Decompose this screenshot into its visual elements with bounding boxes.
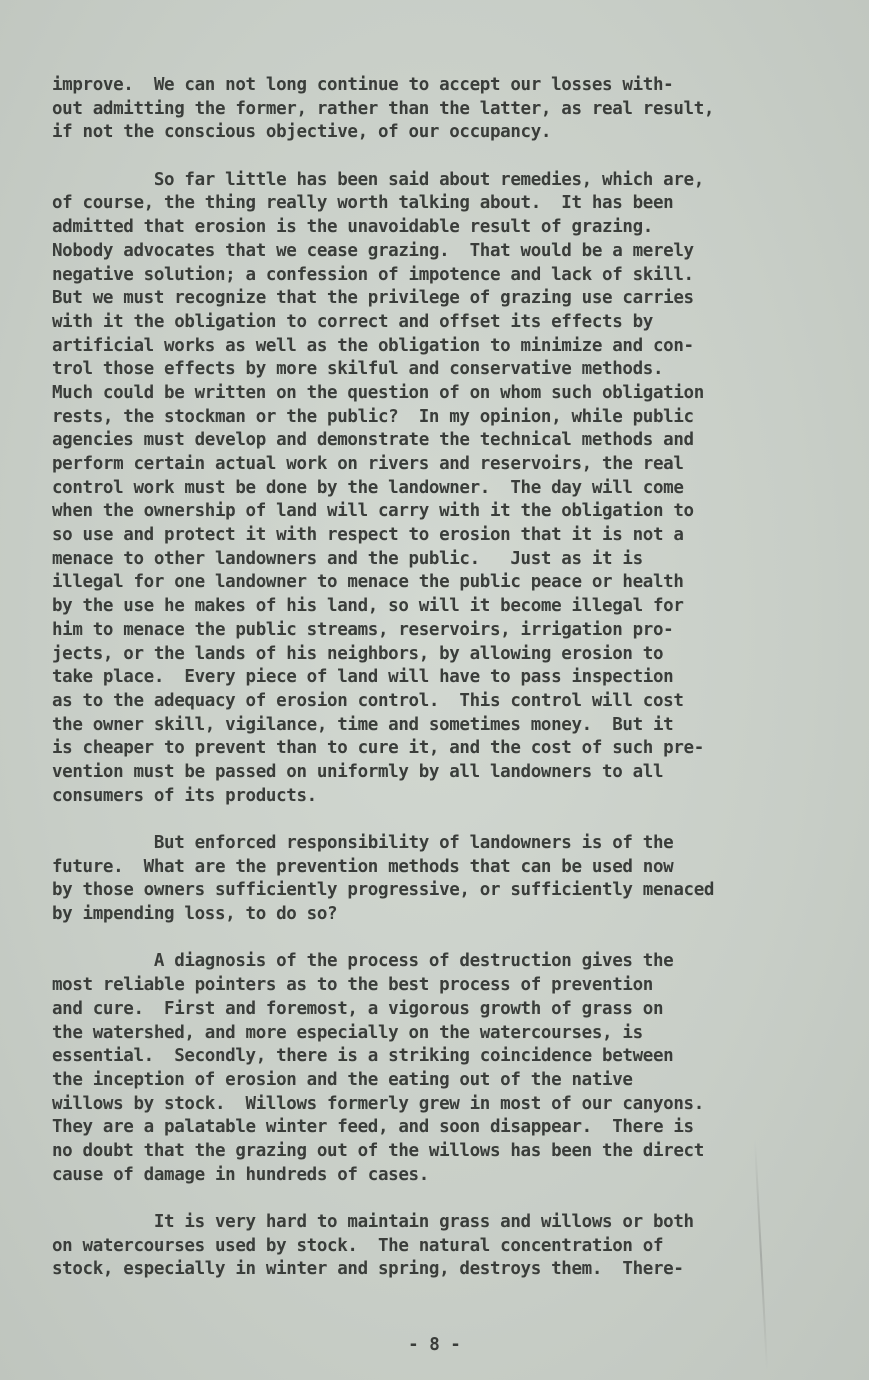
page-number: - 8 -	[408, 1335, 461, 1355]
text-line: most reliable pointers as to the best process of prevention	[52, 975, 653, 996]
paragraph	[52, 950, 842, 1187]
text-line: Nobody advocates that we cease grazing. That would be a merely	[52, 240, 694, 261]
text-line: out admitting the former, rather than the latter, as real result,	[52, 98, 715, 119]
text-line: if not the conscious objective, of our occupancy.	[52, 122, 552, 143]
text-line: cause of damage in hundreds of cases.	[52, 1164, 429, 1185]
text-line: control work must be done by the landowner. The day will come	[52, 477, 684, 498]
text-line: rests, the stockman or the public? In my opinion, while public	[52, 406, 694, 427]
text-line: artificial works as well as the obligation to minimize and con-	[52, 335, 694, 356]
text-line: take place. Every piece of land will have to pass inspection	[52, 667, 674, 688]
text-line: perform certain actual work on rivers and reservoirs, the real	[52, 454, 684, 474]
document-body	[52, 74, 842, 1306]
text-line: him to menace the public streams, reservoirs, irrigation pro-	[52, 619, 674, 640]
text-line: negative solution; a confession of impotence and lack of skill.	[52, 264, 694, 285]
text-line: the watershed, and more especially on the watercourses, is	[52, 1022, 643, 1043]
text-line: future. What are the prevention methods that can be used now	[52, 856, 674, 877]
text-line: vention must be passed on uniformly by all landowners to all	[52, 761, 664, 782]
text-line: is cheaper to prevent than to cure it, and the cost of such pre-	[52, 738, 704, 759]
text-line: They are a palatable winter feed, and soon disappear. There is	[52, 1117, 694, 1138]
text-line: trol those effects by more skilful and conservative methods.	[52, 359, 664, 380]
text-line: by the use he makes of his land, so will it become illegal for	[52, 596, 684, 617]
text-line: So far little has been said about remedies, which are,	[52, 169, 704, 190]
text-line: But we must recognize that the privilege of grazing use carries	[52, 288, 694, 309]
text-line: by those owners sufficiently progressive, or sufficiently menaced	[52, 880, 715, 901]
text-line: and cure. First and foremost, a vigorous growth of grass on	[52, 998, 664, 1019]
text-line: jects, or the lands of his neighbors, by allowing erosion to	[52, 643, 664, 664]
text-line: when the ownership of land will carry with it the obligation to	[52, 501, 694, 522]
text-line: consumers of its products.	[52, 785, 317, 806]
text-line: A diagnosis of the process of destruction gives the	[52, 951, 674, 972]
paragraph	[52, 74, 842, 145]
text-line: agencies must develop and demonstrate the technical methods and	[52, 430, 694, 451]
paragraph	[52, 1211, 842, 1282]
text-line: on watercourses used by stock. The natural concentration of	[52, 1235, 664, 1256]
text-line: illegal for one landowner to menace the public peace or health	[52, 572, 684, 593]
text-line: by impending loss, to do so?	[52, 904, 338, 925]
text-line: as to the adequacy of erosion control. This control will cost	[52, 690, 684, 711]
text-line: admitted that erosion is the unavoidable result of grazing.	[52, 217, 653, 238]
text-line: Much could be written on the question of on whom such obligation	[52, 382, 704, 403]
paragraph	[52, 832, 842, 927]
paragraph	[52, 169, 842, 809]
text-line: stock, especially in winter and spring, destroys them. There-	[52, 1259, 684, 1280]
text-line: of course, the thing really worth talking about. It has been	[52, 193, 674, 214]
text-line: essential. Secondly, there is a striking coincidence between	[52, 1046, 674, 1067]
text-line: so use and protect it with respect to erosion that it is not a	[52, 525, 684, 546]
text-line: improve. We can not long continue to accept our losses with-	[52, 75, 674, 95]
text-line: It is very hard to maintain grass and willows or both	[52, 1212, 694, 1232]
text-line: the inception of erosion and the eating out of the native	[52, 1069, 633, 1090]
text-line: menace to other landowners and the public. Just as it is	[52, 548, 643, 569]
text-line: willows by stock. Willows formerly grew in most of our canyons.	[52, 1093, 704, 1114]
text-line: the owner skill, vigilance, time and sometimes money. But it	[52, 714, 674, 735]
text-line: But enforced responsibility of landowners is of the	[52, 833, 674, 853]
text-line: with it the obligation to correct and offset its effects by	[52, 311, 653, 332]
text-line: no doubt that the grazing out of the willows has been the direct	[52, 1140, 704, 1161]
